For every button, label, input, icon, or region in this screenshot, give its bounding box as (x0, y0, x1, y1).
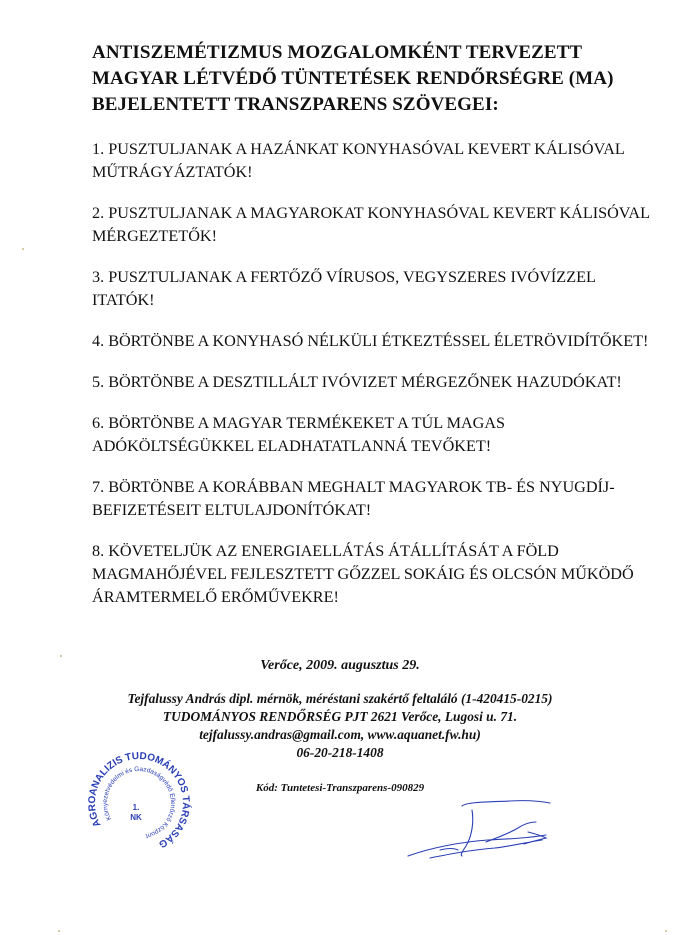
list-item: 1. PUSZTULJANAK A HAZÁNKAT KONYHASÓVAL KEVERT KÁLISÓVAL MŰTRÁGYÁZTATÓK! (92, 140, 625, 181)
document-date: Verőce, 2009. augusztus 29. (260, 658, 420, 673)
list-item: 6. BÖRTÖNBE A MAGYAR TERMÉKEKET A TÚL MAGAS ADÓKÖLTSÉGÜKKEL ELADHATATLANNÁ TEVŐKET! (92, 414, 506, 455)
list-item: 8. KÖVETELJÜK AZ ENERGIAELLÁTÁS ÁTÁLLÍTÁSÁT A FÖLD MAGMAHŐJÉVEL FEJLESZTETT GŐZZEL SOKÁIG ÉS OLCSÓN MŰKÖDŐ ÁRAMTERMELŐ ERŐMŰVEKRE! (92, 542, 634, 606)
stamp-inner-text: Környezetvédelmi és Gazdaságvédő Ellenőrző Központ (101, 765, 177, 840)
scan-speck (58, 930, 60, 932)
list-item: 3. PUSZTULJANAK A FERTŐZŐ VÍRUSOS, VEGYSZERES IVÓVÍZZEL ITATÓK! (92, 268, 596, 309)
list-item: 7. BÖRTÖNBE A KORÁBBAN MEGHALT MAGYAROK TB- ÉS NYUGDÍJ-BEFIZETÉSEIT ELTULAJDONÍTÓKAT! (92, 478, 615, 519)
scan-speck (665, 930, 667, 932)
scan-speck (60, 655, 62, 657)
document-title: ANTISZEMÉTIZMUS MOZGALOMKÉNT TERVEZETT MAGYAR LÉTVÉDŐ TÜNTETÉSEK RENDŐRSÉGRE (MA) BEJELENTETT TRANSZPARENS SZÖVEGEI: (92, 42, 614, 115)
signature (400, 798, 575, 868)
phone-line: 06-20-218-1408 (296, 745, 384, 760)
stamp-outer-text: AGROANALIZIS TUDOMÁNYOS TÁRSASÁG (86, 750, 192, 850)
document-code: Kód: Tuntetesi-Transzparens-090829 (255, 782, 425, 794)
organization-line: TUDOMÁNYOS RENDŐRSÉG PJT 2621 Verőce, Lugosi u. 71. (162, 709, 518, 724)
stamp-center-number: 1. (132, 803, 140, 812)
list-item: 4. BÖRTÖNBE A KONYHASÓ NÉLKÜLI ÉTKEZTÉSSEL ÉLETRÖVIDÍTŐKET! (92, 332, 649, 350)
author-line: Tejfalussy András dipl. mérnök, méréstani szakértő feltaláló (1-420415-0215) (127, 691, 553, 706)
scan-speck (22, 248, 24, 250)
stamp-center-label: NK (130, 813, 142, 822)
email-line: tejfalussy.andras@gmail.com, www.aquanet.fw.hu) (199, 727, 481, 742)
stamp-seal (84, 748, 194, 858)
list-item: 2. PUSZTULJANAK A MAGYAROKAT KONYHASÓVAL KEVERT KÁLISÓVAL MÉRGEZTETŐK! (92, 204, 650, 245)
list-item: 5. BÖRTÖNBE A DESZTILLÁLT IVÓVIZET MÉRGEZŐNEK HAZUDÓKAT! (92, 373, 622, 391)
banner-text-list (92, 138, 652, 627)
